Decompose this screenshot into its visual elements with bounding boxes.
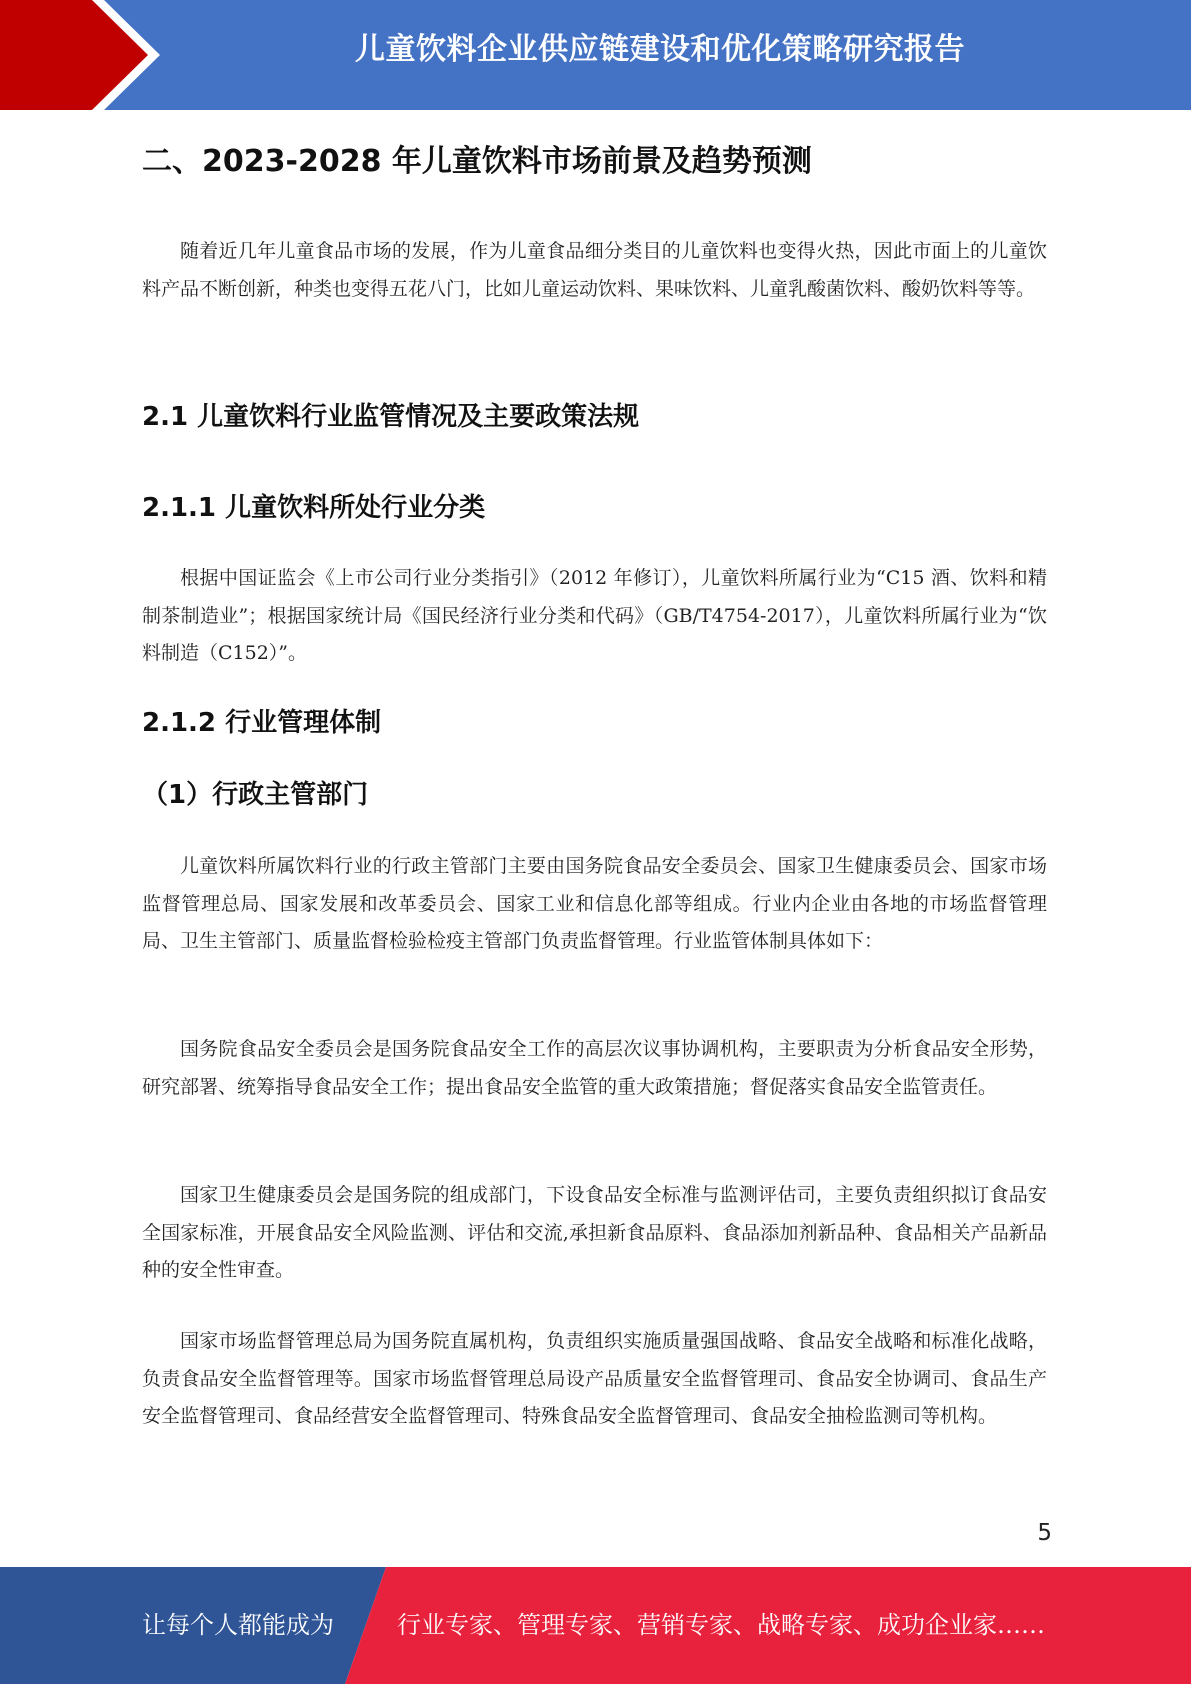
body-paragraph: 国家市场监督管理总局为国务院直属机构，负责组织实施质量强国战略、食品安全战略和标准化战略，负责食品安全监督管理等。国家市场监督管理总局设产品质量安全监督管理司、食品安全协调司、食品生产安全监督管理司、食品经营安全监督管理司、特殊食品安全监督管理司、食品安全抽检监测司等机构。	[142, 1330, 1047, 1427]
footer-slogan-left: 让每个人都能成为	[142, 1611, 334, 1639]
section-heading: 二、2023-2028 年儿童饮料市场前景及趋势预测	[142, 144, 812, 179]
subsection-heading-2-1-1: 2.1.1 儿童饮料所处行业分类	[142, 493, 486, 523]
report-title: 儿童饮料企业供应链建设和优化策略研究报告	[355, 32, 965, 67]
body-paragraph: 国家卫生健康委员会是国务院的组成部门，下设食品安全标准与监测评估司，主要负责组织拟订食品安全国家标准，开展食品安全风险监测、评估和交流,承担新食品原料、食品添加剂新品种、食品相关产品新品种的安全性审查。	[142, 1184, 1047, 1281]
subsection-heading-2-1-2: 2.1.2 行业管理体制	[142, 708, 382, 738]
body-paragraph: 国务院食品安全委员会是国务院食品安全工作的高层次议事协调机构，主要职责为分析食品安全形势，研究部署、统筹指导食品安全工作；提出食品安全监管的重大政策措施；督促落实食品安全监管责任。	[142, 1038, 1047, 1098]
subsection-heading-2-1: 2.1 儿童饮料行业监管情况及主要政策法规	[142, 402, 640, 432]
footer-banner	[0, 1567, 1191, 1684]
header-banner	[0, 0, 1191, 110]
body-paragraph: 儿童饮料所属饮料行业的行政主管部门主要由国务院食品安全委员会、国家卫生健康委员会、国家市场监督管理总局、国家发展和改革委员会、国家工业和信息化部等组成。行业内企业由各地的市场监督管理局、卫生主管部门、质量监督检验检疫主管部门负责监督管理。行业监管体制具体如下：	[142, 855, 1047, 952]
industry-classification-paragraph: 根据中国证监会《上市公司行业分类指引》（2012 年修订），儿童饮料所属行业为“C15 酒、饮料和精制茶制造业”；根据国家统计局《国民经济行业分类和代码》（GB/T4754-2017），儿童饮料所属行业为“饮料制造（C152）”。	[142, 567, 1047, 664]
page-number: 5	[1037, 1520, 1052, 1546]
admin-department-heading: （1）行政主管部门	[142, 780, 369, 810]
header-arrow-decoration	[0, 0, 200, 110]
intro-paragraph: 随着近几年儿童食品市场的发展，作为儿童食品细分类目的儿童饮料也变得火热，因此市面上的儿童饮料产品不断创新，种类也变得五花八门，比如儿童运动饮料、果味饮料、儿童乳酸菌饮料、酸奶饮料等等。	[142, 240, 1047, 300]
footer-slogan-right: 行业专家、管理专家、营销专家、战略专家、成功企业家……	[397, 1611, 1045, 1639]
